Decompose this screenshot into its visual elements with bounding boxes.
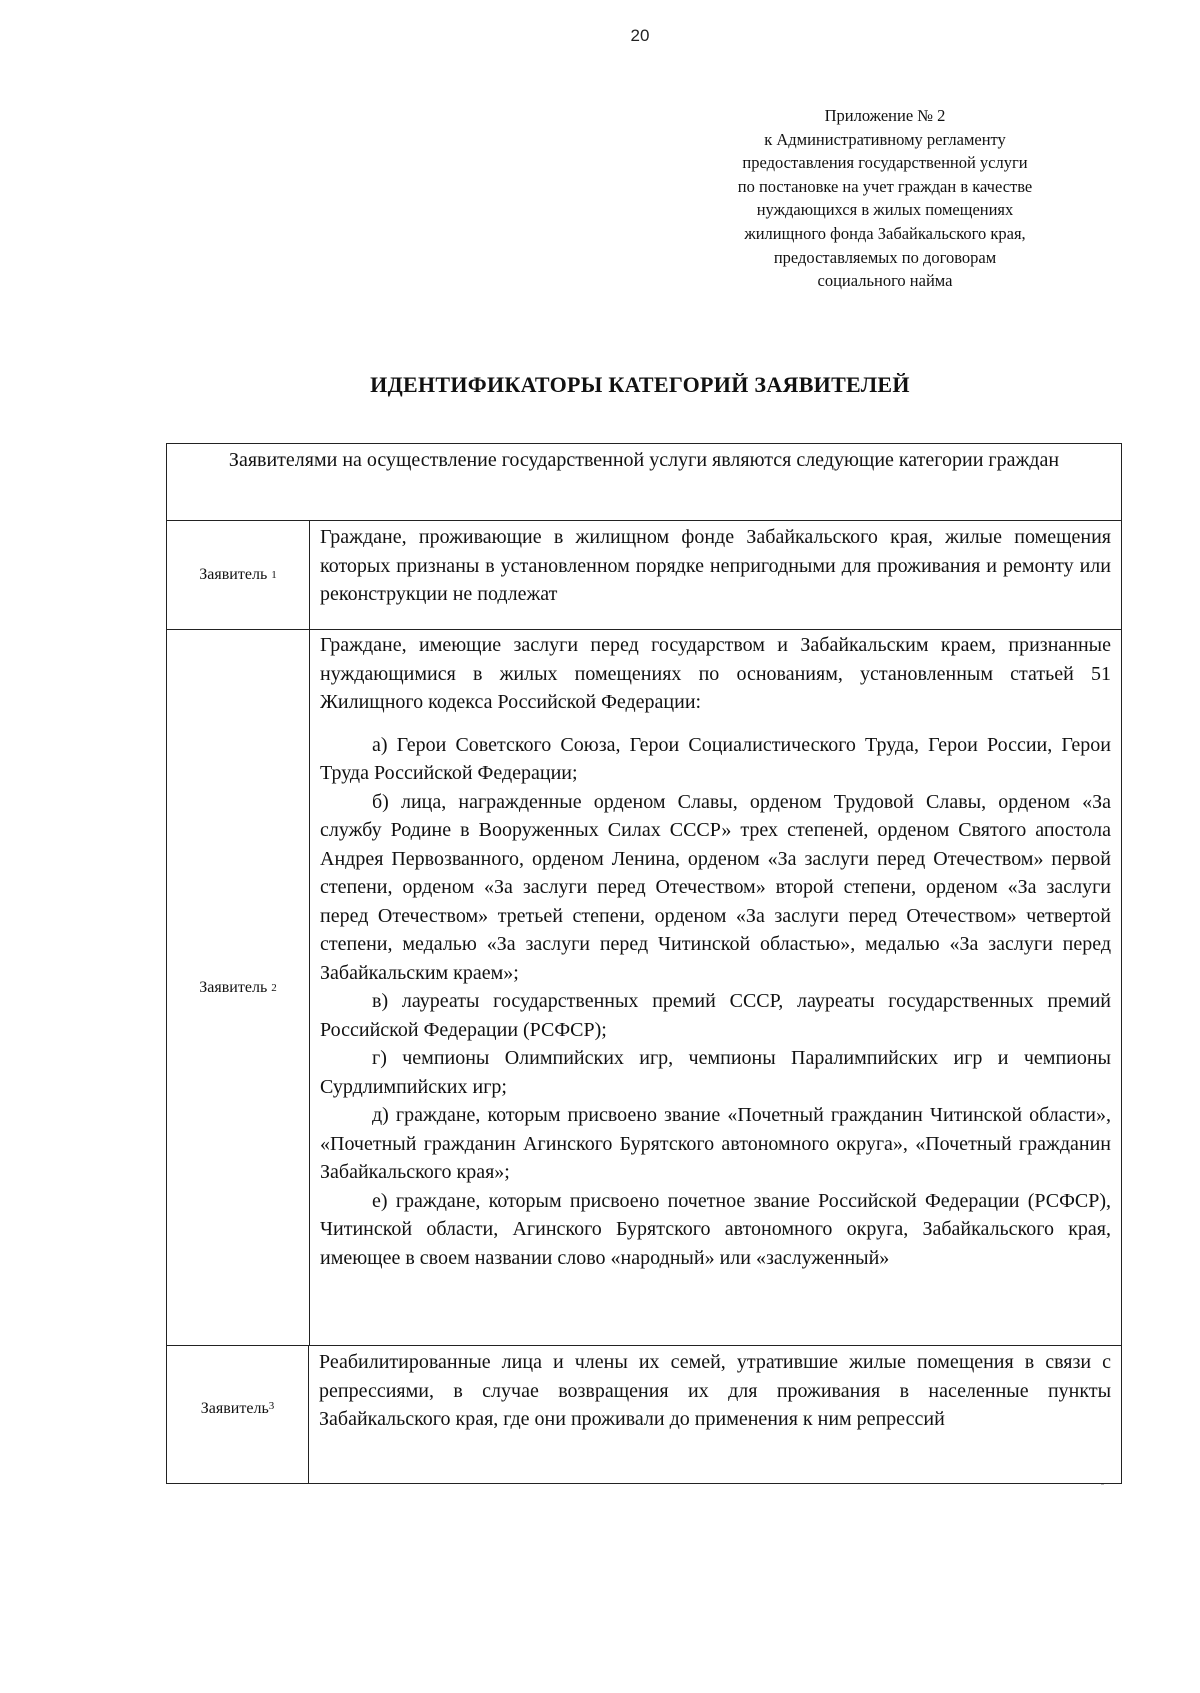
applicant-label-text: Заявитель xyxy=(200,1400,269,1417)
applicant-index: 1 xyxy=(271,569,277,581)
description-paragraph: Реабилитированные лица и члены их семей, утратившие жилые помещения в связи с репрессиями, в случае возвращения их для проживания в населенные пункты Забайкальского края, где они проживали до применения к ним репрессий xyxy=(319,1351,1111,1430)
applicant-description xyxy=(309,1346,1121,1483)
table-row xyxy=(167,1346,1121,1483)
annex-line: предоставляемых по договорам xyxy=(773,247,997,267)
page-number: 20 xyxy=(630,26,650,45)
scan-artifact xyxy=(1101,1484,1104,1485)
table-row xyxy=(167,630,1121,1346)
annex-line: к Административному регламенту xyxy=(764,129,1006,149)
applicant-label xyxy=(167,630,310,1345)
document-title: ИДЕНТИФИКАТОРЫ КАТЕГОРИЙ ЗАЯВИТЕЛЕЙ xyxy=(370,372,910,397)
applicant-description xyxy=(310,521,1121,629)
category-item: г) чемпионы Олимпийских игр, чемпионы Паралимпийских игр и чемпионы Сурдлимпийских игр; xyxy=(320,1047,1111,1098)
annex-line: предоставления государственной услуги xyxy=(742,153,1028,173)
category-item: а) Герои Советского Союза, Герои Социалистического Труда, Герои России, Герои Труда Российской Федерации; xyxy=(320,733,1111,784)
table-row xyxy=(167,521,1121,630)
applicant-index: 2 xyxy=(271,981,277,994)
table-header: Заявителями на осуществление государственной услуги являются следующие категории граждан xyxy=(167,444,1121,521)
description-intro: Граждане, имеющие заслуги перед государством и Забайкальским краем, признанные нуждающимися в жилых помещениях по основаниям, установленным статьей 51 Жилищного кодекса Российской Федерации: xyxy=(320,634,1111,713)
applicant-index: 3 xyxy=(268,1400,275,1412)
category-item: б) лица, награжденные орденом Славы, орденом Трудовой Славы, орденом «За службу Родине в Вооруженных Силах СССР» трех степеней, орденом Святого апостола Андрея Первозванного, орденом Ленина, орденом «За заслуги перед Отечеством» первой степени, орденом «За заслуги перед Отечеством» второй степени, орденом «За заслуги перед Отечеством» третьей степени, орденом «За заслуги перед Отечеством» четвертой степени, медалью «За заслуги перед Читинской областью», медалью «За заслуги перед Забайкальским краем»; xyxy=(320,790,1111,984)
description-paragraph: Граждане, проживающие в жилищном фонде Забайкальского края, жилые помещения которых признаны в установленном порядке непригодными для проживания и ремонту или реконструкции не подлежат xyxy=(320,526,1111,605)
annex-line: Приложение № 2 xyxy=(824,106,946,125)
annex-line: по постановке на учет граждан в качестве xyxy=(737,176,1033,196)
applicant-categories-table xyxy=(166,443,1122,1484)
applicant-label xyxy=(167,1346,309,1483)
annex-line: социального найма xyxy=(817,271,953,291)
annex-block xyxy=(700,104,1070,293)
annex-line: жилищного фонда Забайкальского края, xyxy=(744,223,1026,243)
applicant-label-text: Заявитель xyxy=(199,566,268,583)
applicant-label xyxy=(167,521,310,629)
applicant-label-text: Заявитель xyxy=(199,978,268,996)
annex-line: нуждающихся в жилых помещениях xyxy=(756,200,1014,220)
category-item: е) граждане, которым присвоено почетное звание Российской Федерации (РСФСР), Читинской области, Агинского Бурятского автономного округа, Забайкальского края, имеющее в своем названии слово «народный» или «заслуженный» xyxy=(320,1189,1111,1269)
applicant-description xyxy=(310,630,1121,1345)
category-item: в) лауреаты государственных премий СССР, лауреаты государственных премий Российской Федерации (РСФСР); xyxy=(320,990,1111,1041)
category-item: д) граждане, которым присвоено звание «Почетный гражданин Читинской области», «Почетный гражданин Агинского Бурятского автономного округа», «Почетный гражданин Забайкальского края»; xyxy=(320,1104,1111,1183)
